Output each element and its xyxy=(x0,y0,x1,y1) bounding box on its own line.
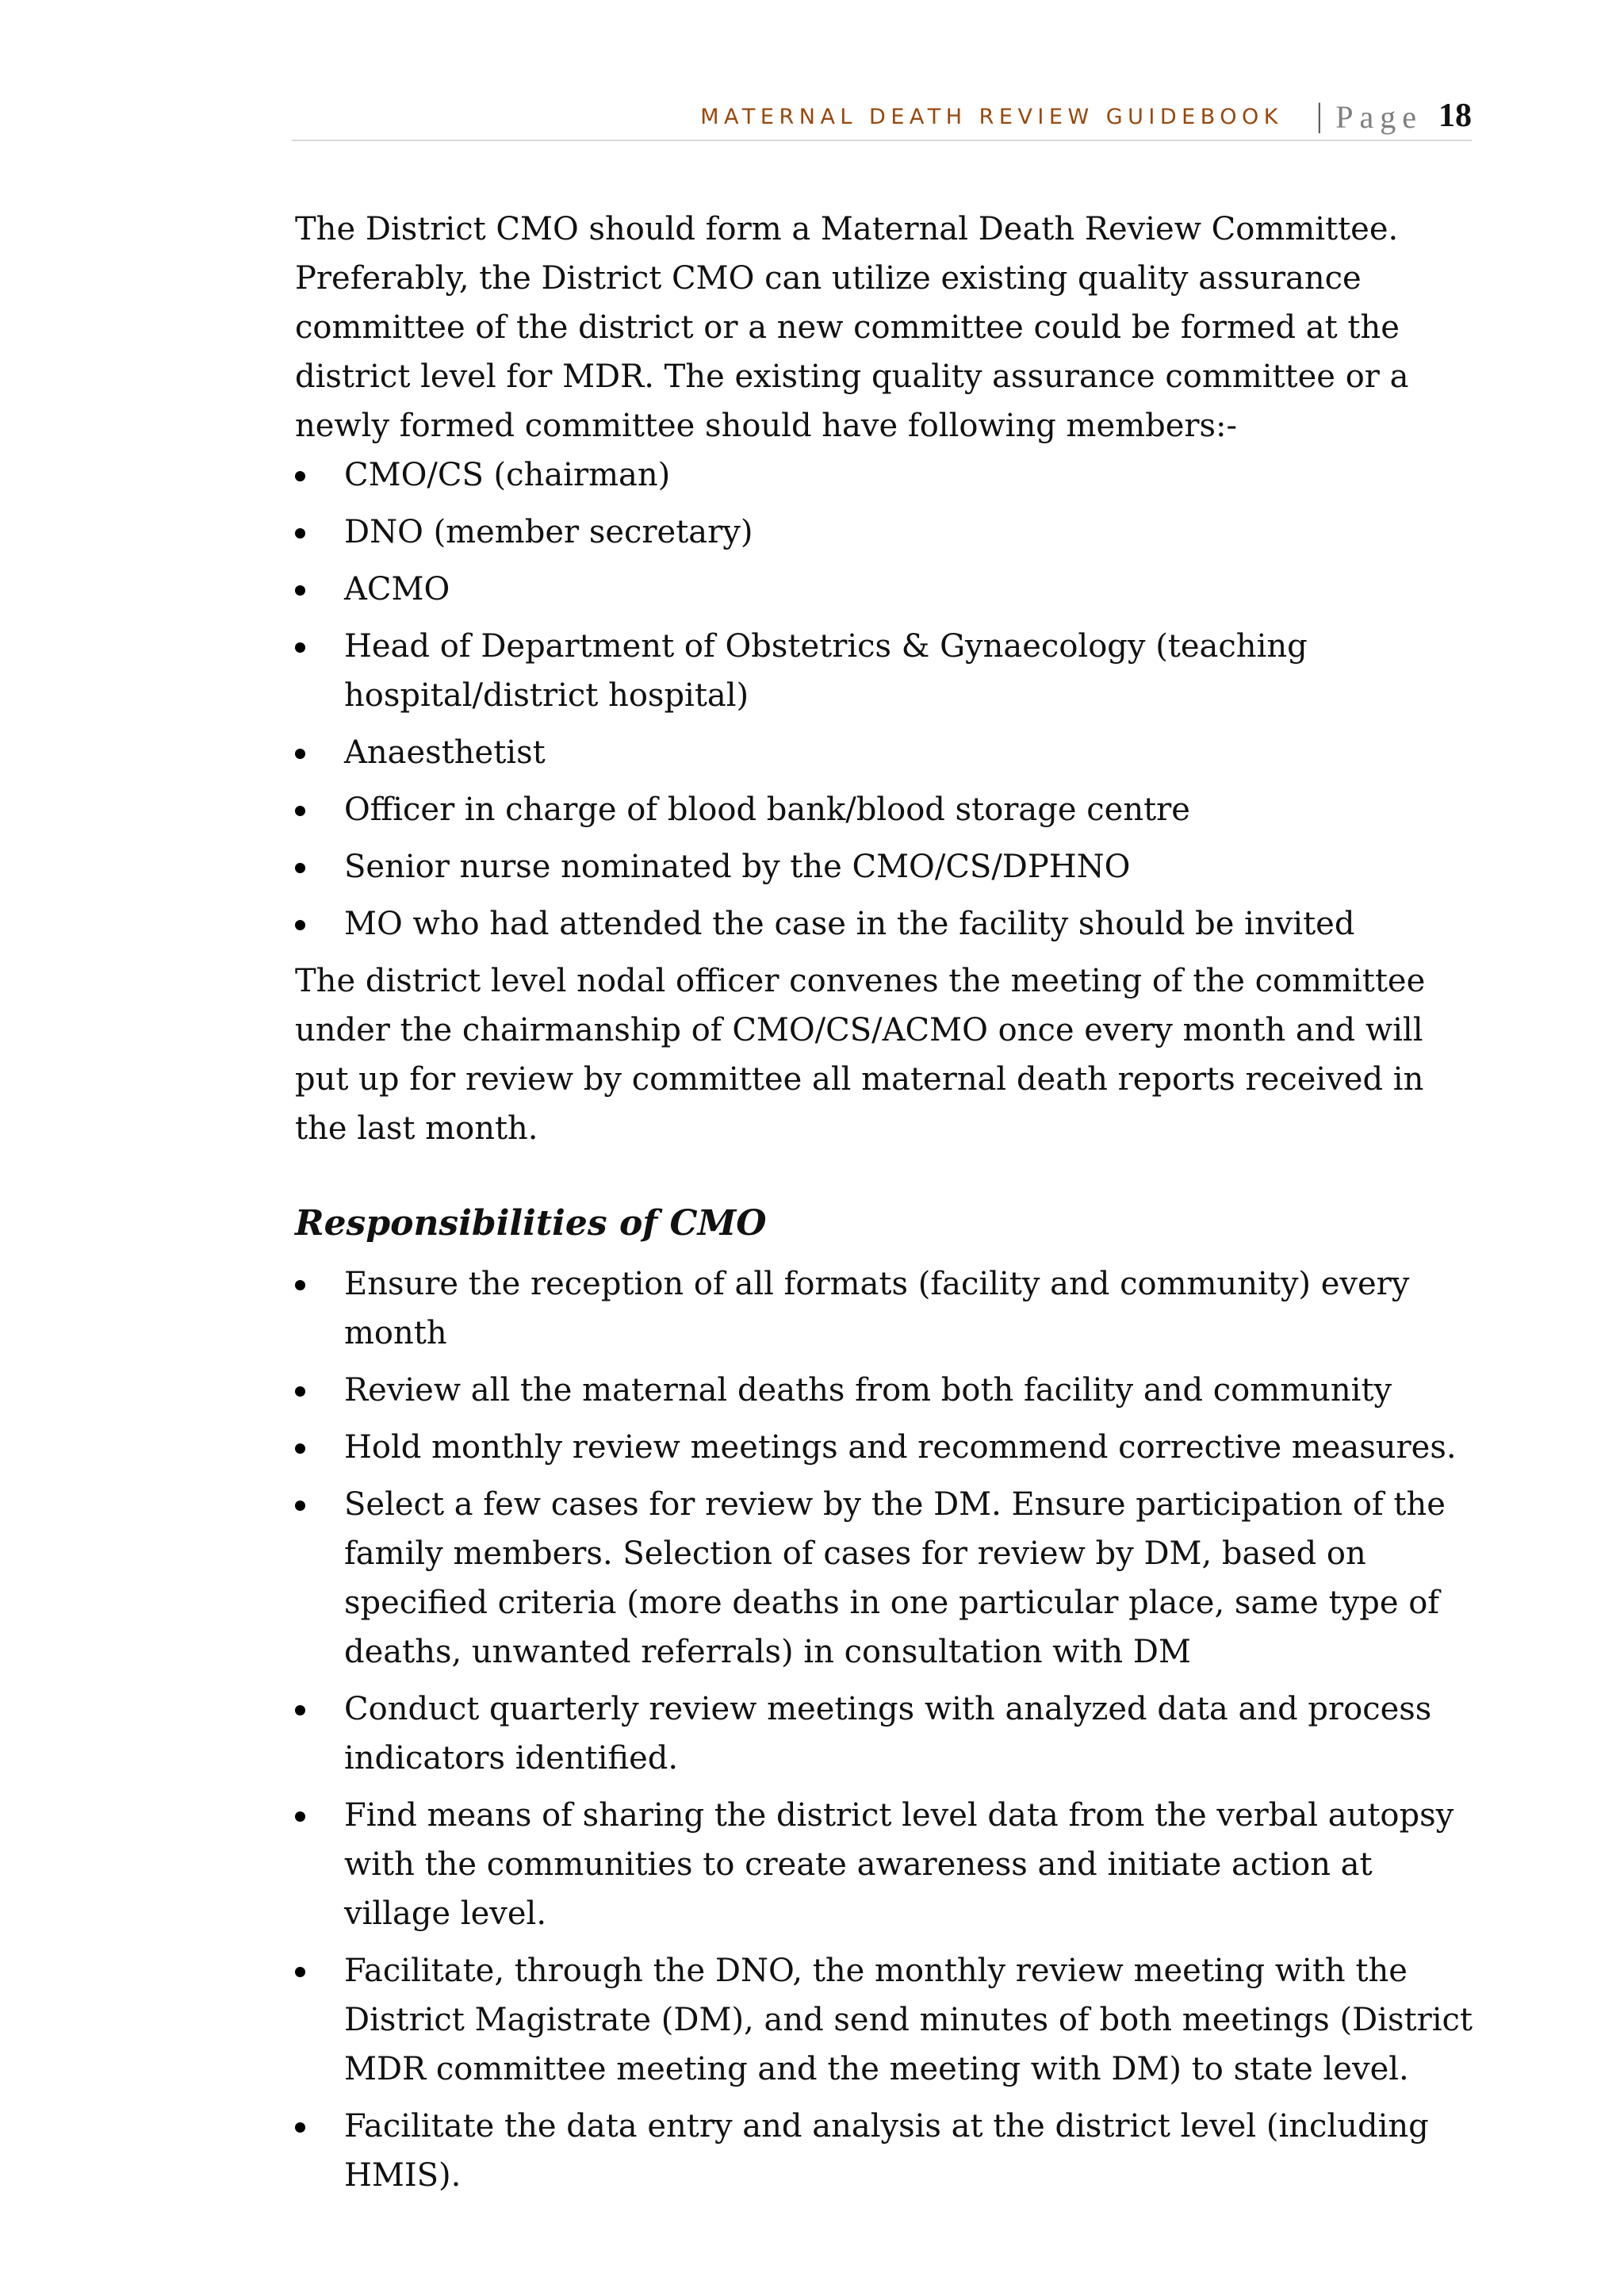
list-item-text: Hold monthly review meetings and recommend corrective measures. xyxy=(344,1429,1457,1466)
list-item-text: Conduct quarterly review meetings with analyzed data and process indicators identified. xyxy=(344,1691,1432,1777)
page-header xyxy=(292,95,1472,141)
bullet-icon xyxy=(295,1705,305,1715)
responsibilities-heading: Responsibilities of CMO xyxy=(295,1203,767,1244)
list-item xyxy=(295,565,1478,614)
list-item xyxy=(295,622,1478,720)
page-label: Page xyxy=(1335,99,1423,135)
list-item-text: DNO (member secretary) xyxy=(344,514,753,550)
bullet-icon xyxy=(295,1967,305,1977)
bullet-icon xyxy=(295,1443,305,1454)
page-number: 18 xyxy=(1438,98,1472,134)
bullet-icon xyxy=(295,920,305,930)
list-item-text: Senior nurse nominated by the CMO/CS/DPHNO xyxy=(344,849,1131,885)
list-item xyxy=(295,1366,1478,1415)
list-item xyxy=(295,899,1478,949)
list-item-text: Head of Department of Obstetrics & Gynaecology (teaching hospital/district hospital) xyxy=(344,628,1308,714)
list-item-text: Facilitate, through the DNO, the monthly review meeting with the District Magistrate (DM), and send minutes of both meetings (District MDR committee meeting and the meeting with DM) to state level. xyxy=(344,1953,1473,2087)
meeting-paragraph: The district level nodal officer convenes the meeting of the committee under the chairmanship of CMO/CS/ACMO once every month and will put up for review by committee all maternal death reports received in the last month. xyxy=(295,963,1426,1147)
list-item-text: MO who had attended the case in the facility should be invited xyxy=(344,906,1355,942)
bullet-icon xyxy=(295,863,305,873)
list-item-text: Select a few cases for review by the DM. Ensure participation of the family members. Selection of cases for review by DM, based on specified criteria (more deaths in one particular place, same type of deaths, unwanted referrals) in consultation with DM xyxy=(344,1486,1446,1670)
bullet-icon xyxy=(295,528,305,539)
list-item-text: Facilitate the data entry and analysis at the district level (including HMIS). xyxy=(344,2108,1429,2194)
list-item-text: Find means of sharing the district level data from the verbal autopsy with the communities to create awareness and initiate action at village level. xyxy=(344,1797,1454,1932)
bullet-icon xyxy=(295,806,305,816)
list-item-text: Anaesthetist xyxy=(344,734,546,771)
bullet-icon xyxy=(295,1280,305,1290)
list-item xyxy=(295,1685,1478,1783)
list-item-text: Review all the maternal deaths from both facility and community xyxy=(344,1372,1392,1409)
list-item xyxy=(295,450,1478,500)
header-separator: | xyxy=(1316,98,1323,134)
list-item xyxy=(295,2102,1478,2200)
page-body xyxy=(295,205,1484,2208)
list-item-text: CMO/CS (chairman) xyxy=(344,457,671,493)
bullet-icon xyxy=(295,1811,305,1822)
bullet-icon xyxy=(295,1501,305,1511)
bullet-icon xyxy=(295,1386,305,1397)
list-item xyxy=(295,1480,1478,1677)
list-item-text: Officer in charge of blood bank/blood storage centre xyxy=(344,792,1190,828)
bullet-icon xyxy=(295,749,305,759)
responsibilities-list xyxy=(295,1259,1484,2200)
list-item xyxy=(295,1423,1478,1472)
bullet-icon xyxy=(295,642,305,653)
list-item xyxy=(295,728,1478,777)
list-item xyxy=(295,785,1478,834)
list-item xyxy=(295,842,1478,891)
list-item-text: Ensure the reception of all formats (facility and community) every month xyxy=(344,1266,1410,1351)
document-title: MATERNAL DEATH REVIEW GUIDEBOOK xyxy=(700,105,1283,129)
list-item xyxy=(295,1259,1478,1358)
bullet-icon xyxy=(295,585,305,596)
intro-paragraph: The District CMO should form a Maternal Death Review Committee. Preferably, the District CMO can utilize existing quality assurance committee of the district or a new committee could be formed at the district level for MDR. The existing quality assurance committee or a newly formed committee should have following members:- xyxy=(295,211,1409,444)
list-item xyxy=(295,1946,1478,2094)
list-item-text: ACMO xyxy=(344,571,450,608)
bullet-icon xyxy=(295,2122,305,2133)
bullet-icon xyxy=(295,471,305,481)
list-item xyxy=(295,508,1478,557)
committee-members-list xyxy=(295,450,1484,949)
list-item xyxy=(295,1791,1478,1938)
